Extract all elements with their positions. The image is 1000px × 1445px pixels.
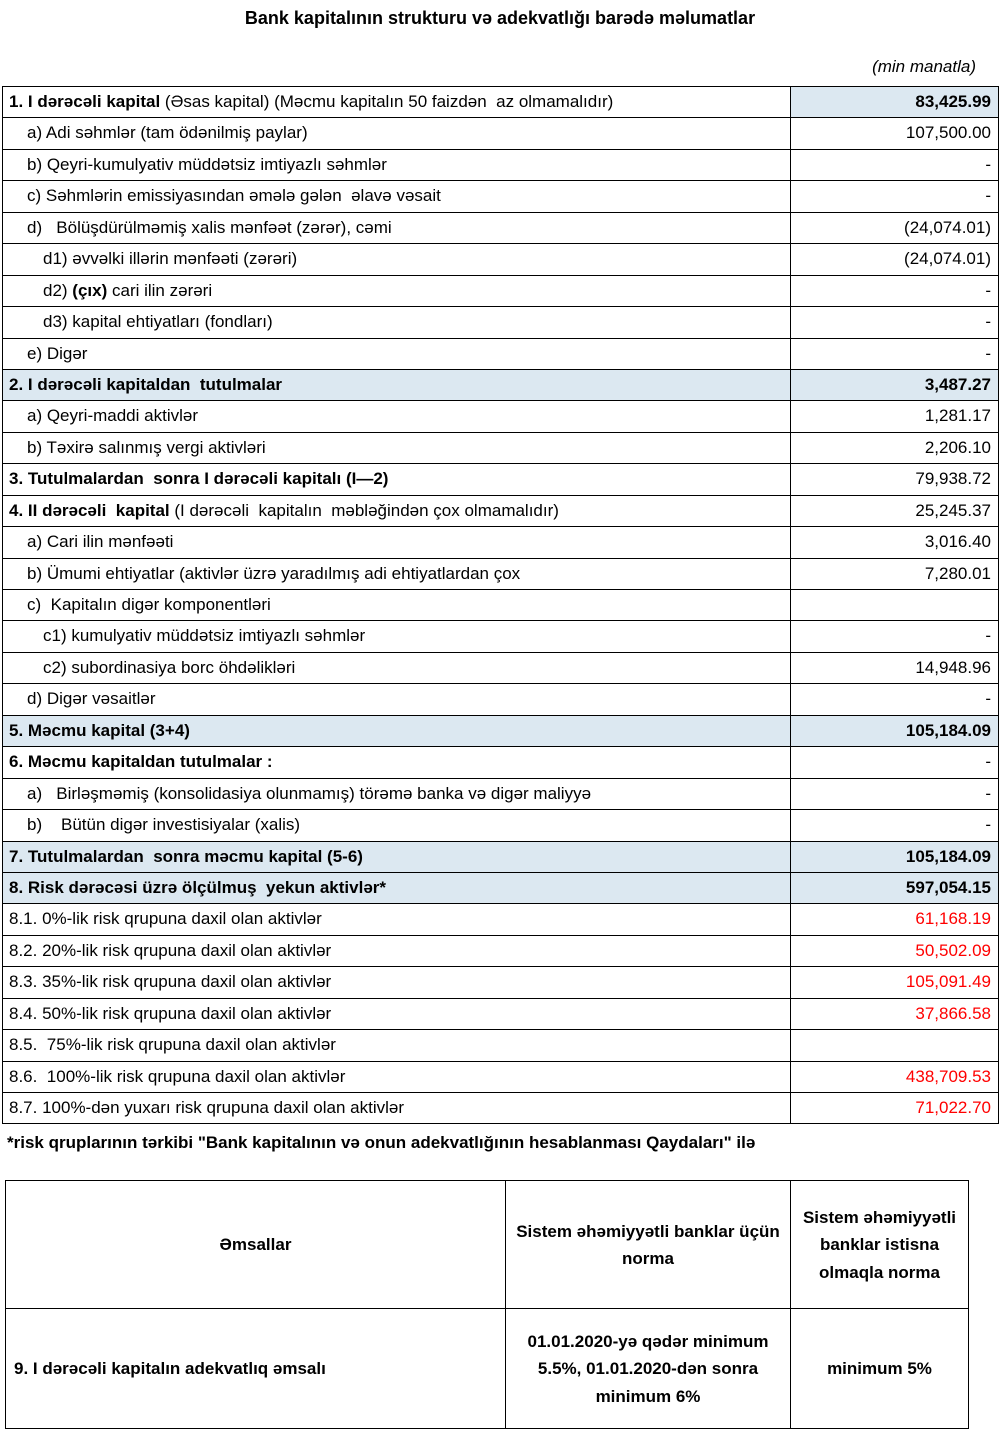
row-value: 37,866.58 [791,998,999,1029]
table-row [3,590,999,621]
row-label-pre: b) Ümumi ehtiyatlar (aktivlər üzrə yaradılmış adi ehtiyatlardan çox [27,563,521,583]
row-label [3,1030,791,1061]
row-label [3,621,791,652]
row-label-pre: d2) [43,280,73,300]
row-label-pre: e) Digər [27,343,88,363]
table-row [3,684,999,715]
row-label [3,307,791,338]
row-value: - [791,778,999,809]
row-label-strong: 8. Risk dərəcəsi üzrə ölçülmuş yekun aktivlər* [9,877,387,897]
row-value: 61,168.19 [791,904,999,935]
row-label-pre: d1) əvvəlki illərin mənfəəti (zərəri) [43,249,298,269]
row-label [3,1061,791,1092]
row-label [3,967,791,998]
row-label [3,652,791,683]
row-value: - [791,684,999,715]
norm-header-ratios: Əmsallar [6,1181,506,1309]
row-value: 83,425.99 [791,87,999,118]
table-row [3,212,999,243]
row-label-pre: a) Cari ilin mənfəəti [27,532,174,552]
row-label [3,118,791,149]
row-label [3,464,791,495]
row-label-pre: d) Digər vəsaitlər [27,689,156,709]
row-value: 1,281.17 [791,401,999,432]
row-value: 2,206.10 [791,432,999,463]
row-label-strong: 3. Tutulmalardan sonra I dərəcəli kapitalı (I—2) [9,469,389,489]
row-label-pre: c) Kapitalın digər komponentləri [27,595,271,614]
table-row [3,118,999,149]
row-value: 50,502.09 [791,935,999,966]
row-label [3,87,791,118]
norm-table-body [6,1181,969,1429]
row-label [3,872,791,903]
table-row [3,275,999,306]
row-label [3,590,791,621]
row-value: 14,948.96 [791,652,999,683]
row-label-pre: b) Təxirə salınmış vergi aktivləri [27,437,266,457]
row-label [3,275,791,306]
table-row [3,747,999,778]
norm-row-non-systemic-value: minimum 5% [791,1309,969,1429]
row-label [3,558,791,589]
row-label [3,495,791,526]
table-row [3,935,999,966]
row-label-post: (I dərəcəli kapitalın məbləğindən çox olmamalıdır) [169,500,559,520]
row-label [3,747,791,778]
table-row [3,401,999,432]
row-label-strong: (çıx) [72,280,108,300]
row-value: 3,487.27 [791,369,999,400]
row-label-pre: 8.3. 35%-lik risk qrupuna daxil olan aktivlər [9,972,332,992]
table-row [3,778,999,809]
row-label-pre: 8.4. 50%-lik risk qrupuna daxil olan aktivlər [9,1003,332,1023]
row-value: 3,016.40 [791,527,999,558]
row-label [3,810,791,841]
row-label-pre: c2) subordinasiya borc öhdəlikləri [43,657,296,677]
row-value: (24,074.01) [791,244,999,275]
table-row [3,810,999,841]
table-row [3,715,999,746]
row-label-pre: a) Birləşməmiş (konsolidasiya olunmamış) törəmə banka və digər maliyyə [27,783,592,803]
row-label [3,1093,791,1124]
table-row [3,495,999,526]
row-value: 7,280.01 [791,558,999,589]
table-row [3,621,999,652]
row-label [3,401,791,432]
row-label-pre: c) Səhmlərin emissiyasından əmələ gələn əlavə vəsait [27,186,441,206]
table-row [3,558,999,589]
row-value: 105,184.09 [791,715,999,746]
row-label-strong: 2. I dərəcəli kapitaldan tutulmalar [9,374,283,394]
row-value: - [791,747,999,778]
table-row [3,1093,999,1124]
row-label-pre: d) Bölüşdürülməmiş xalis mənfəət (zərər), cəmi [27,217,392,237]
table-row [3,464,999,495]
row-label [3,149,791,180]
row-value [791,1030,999,1061]
table-row [3,307,999,338]
row-value: 438,709.53 [791,1061,999,1092]
row-label-pre: a) Qeyri-maddi aktivlər [27,406,198,426]
row-label-strong: 6. Məcmu kapitaldan tutulmalar : [9,752,273,772]
row-value: - [791,307,999,338]
table-row [3,904,999,935]
row-value: 105,091.49 [791,967,999,998]
row-label [3,338,791,369]
adequacy-norm-table [5,1180,969,1429]
row-label [3,778,791,809]
row-value: - [791,338,999,369]
row-label-pre: 8.2. 20%-lik risk qrupuna daxil olan aktivlər [9,940,332,960]
row-label-pre: a) Adi səhmlər (tam ödənilmiş paylar) [27,123,308,143]
row-label [3,432,791,463]
row-label-pre: 8.7. 100%-dən yuxarı risk qrupuna daxil olan aktivlər [9,1098,404,1117]
table-row [3,1061,999,1092]
row-label-strong: 5. Məcmu kapital (3+4) [9,720,190,740]
table-row [3,998,999,1029]
row-label-pre: 8.1. 0%-lik risk qrupuna daxil olan aktivlər [9,909,322,929]
row-label-pre: d3) kapital ehtiyatları (fondları) [43,312,273,332]
row-value: - [791,275,999,306]
row-label-strong: 7. Tutulmalardan sonra məcmu kapital (5-6) [9,846,363,866]
row-label [3,369,791,400]
row-label-pre: b) Qeyri-kumulyativ müddətsiz imtiyazlı səhmlər [27,154,387,174]
row-label [3,684,791,715]
table-row [3,1030,999,1061]
table-row [3,652,999,683]
norm-header-row [6,1181,969,1309]
table-row [3,369,999,400]
row-value: 79,938.72 [791,464,999,495]
row-label [3,998,791,1029]
row-label-pre: c1) kumulyativ müddətsiz imtiyazlı səhmlər [43,626,366,646]
table-row [3,527,999,558]
table-row [3,432,999,463]
row-value: 597,054.15 [791,872,999,903]
table-row [3,872,999,903]
table-row [3,967,999,998]
row-label [3,715,791,746]
row-value: 25,245.37 [791,495,999,526]
table-row [3,841,999,872]
norm-row-label: 9. I dərəcəli kapitalın adekvatlıq əmsalı [6,1309,506,1429]
capital-structure-table [2,86,999,1124]
row-value: 105,184.09 [791,841,999,872]
footnote: *risk qruplarının tərkibi "Bank kapitalının və onun adekvatlığının hesablanması Qaydaları" ilə [7,1133,756,1153]
norm-row-systemic-value: 01.01.2020-yə qədər minimum 5.5%, 01.01.2020-dən sonra minimum 6% [506,1309,791,1429]
row-label [3,212,791,243]
row-label [3,244,791,275]
row-value: - [791,181,999,212]
table-row [3,338,999,369]
norm-header-systemic-banks: Sistem əhəmiyyətli banklar üçün norma [506,1181,791,1309]
row-label-post: (Əsas kapital) (Məcmu kapitalın 50 faizdən az olmamalıdır) [160,92,614,111]
row-label [3,935,791,966]
table-row [3,181,999,212]
row-label-pre: b) Bütün digər investisiyalar (xalis) [27,815,301,835]
table-row [3,87,999,118]
row-value: 107,500.00 [791,118,999,149]
row-value: (24,074.01) [791,212,999,243]
row-value: 71,022.70 [791,1093,999,1124]
row-label-strong: 1. I dərəcəli kapital [9,92,161,111]
page-title: Bank kapitalının strukturu və adekvatlığı barədə məlumatlar [244,8,756,28]
table-row [3,149,999,180]
row-label [3,181,791,212]
row-value [791,590,999,621]
norm-header-non-systemic-banks: Sistem əhəmiyyətli banklar istisna olmaqla norma [791,1181,969,1309]
unit-note: (min manatla) [872,57,976,76]
row-label [3,527,791,558]
row-label-pre: 8.6. 100%-lik risk qrupuna daxil olan aktivlər [9,1066,346,1086]
row-label [3,904,791,935]
norm-data-row [6,1309,969,1429]
row-label [3,841,791,872]
row-value: - [791,810,999,841]
row-label-strong: 4. II dərəcəli kapital [9,500,170,520]
row-value: - [791,621,999,652]
capital-table-body [3,87,999,1124]
row-label-pre: 8.5. 75%-lik risk qrupuna daxil olan aktivlər [9,1035,336,1055]
row-label-post: cari ilin zərəri [107,280,213,300]
row-value: - [791,149,999,180]
table-row [3,244,999,275]
